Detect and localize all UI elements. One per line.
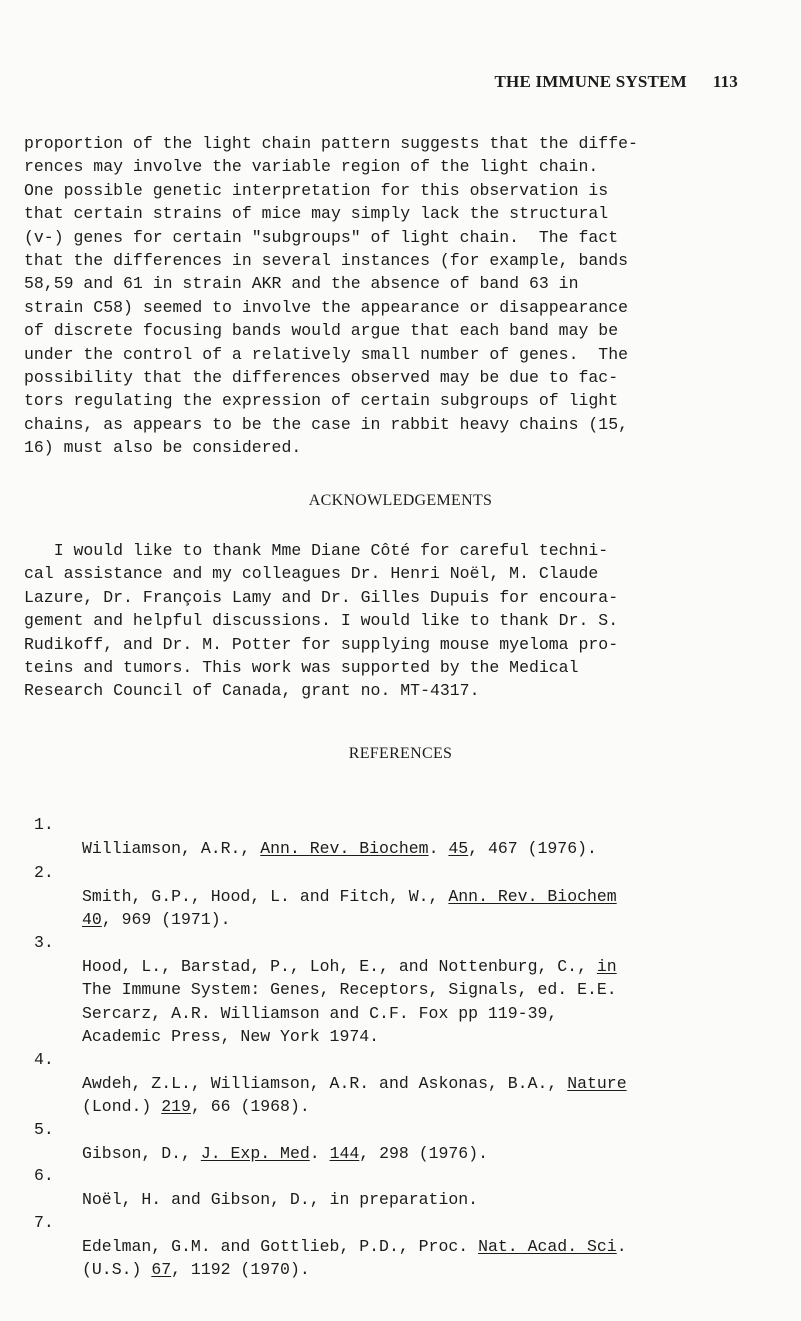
running-head xyxy=(0,72,738,92)
text-line: I would like to thank Mme Diane Côté for careful techni- xyxy=(24,541,609,560)
text-line: Research Council of Canada, grant no. MT-4317. xyxy=(24,681,480,701)
text-line: gement and helpful discussions. I would like to thank Dr. S. xyxy=(24,611,619,631)
volume-number: 219 xyxy=(161,1097,191,1117)
reference-pages: , 298 (1976). xyxy=(359,1143,489,1163)
reference-number: 1. xyxy=(34,815,54,835)
reference-text xyxy=(82,1235,627,1282)
text-line: possibility that the differences observed may be due to fac- xyxy=(24,368,619,388)
text-line: Lazure, Dr. François Lamy and Dr. Gilles Dupuis for encoura- xyxy=(24,587,619,607)
text-line: One possible genetic interpretation for this observation is xyxy=(24,180,609,200)
in-marker: in xyxy=(596,956,617,976)
references-heading: REFERENCES xyxy=(348,745,453,762)
text-line: of discrete focusing bands would argue that each band may be xyxy=(24,321,619,341)
volume-number: 144 xyxy=(329,1143,360,1163)
reference-line: Sercarz, A.R. Williamson and C.F. Fox pp 119-39, xyxy=(82,1003,558,1023)
text-line: (v-) genes for certain "subgroups" of light chain. The fact xyxy=(24,227,619,247)
text-line: proportion of the light chain pattern suggests that the diffe- xyxy=(24,134,638,153)
reference-authors: Awdeh, Z.L., Williamson, A.R. and Askonas, B.A., xyxy=(82,1073,568,1093)
reference-line: (U.S.) xyxy=(82,1260,152,1280)
reference-line: (Lond.) xyxy=(82,1097,162,1117)
reference-item xyxy=(34,908,754,1047)
reference-authors: Edelman, G.M. and Gottlieb, P.D., Proc. xyxy=(82,1236,479,1256)
reference-number: 7. xyxy=(34,1213,54,1233)
running-title: THE IMMUNE SYSTEM xyxy=(494,72,687,91)
reference-authors: Noël, H. and Gibson, D., in preparation. xyxy=(82,1189,479,1209)
journal-name: J. Exp. Med xyxy=(200,1143,310,1163)
journal-name: Nat. Acad. Sci xyxy=(478,1236,617,1256)
text-line: rences may involve the variable region of the light chain. xyxy=(24,157,599,177)
reference-punct: . xyxy=(616,1236,627,1256)
text-line: tors regulating the expression of certain subgroups of light xyxy=(24,391,619,411)
reference-punct: . xyxy=(428,838,449,858)
body-paragraph xyxy=(24,132,744,460)
reference-pages: , 969 (1971). xyxy=(101,910,231,930)
reference-number: 3. xyxy=(34,933,54,953)
text-line: chains, as appears to be the case in rabbit heavy chains (15, xyxy=(24,414,628,434)
reference-authors: Smith, G.P., Hood, L. and Fitch, W., xyxy=(82,886,449,906)
reference-number: 6. xyxy=(34,1166,54,1186)
reference-pages: , 467 (1976). xyxy=(468,838,597,858)
text-line: teins and tumors. This work was supported by the Medical xyxy=(24,658,579,678)
reference-authors: Hood, L., Barstad, P., Loh, E., and Nottenburg, C., xyxy=(82,956,597,976)
reference-number: 4. xyxy=(34,1050,54,1070)
volume-number: 40 xyxy=(82,910,102,930)
reference-authors: Gibson, D., xyxy=(82,1143,201,1163)
text-line: 16) must also be considered. xyxy=(24,438,302,458)
acknowledgements-heading: ACKNOWLEDGEMENTS xyxy=(308,492,493,509)
journal-name: Nature xyxy=(567,1073,627,1093)
text-line: cal assistance and my colleagues Dr. Henri Noël, M. Claude xyxy=(24,564,599,584)
reference-line: Academic Press, New York 1974. xyxy=(82,1027,380,1047)
reference-number: 5. xyxy=(34,1120,54,1140)
volume-number: 45 xyxy=(448,838,469,858)
reference-punct: . xyxy=(309,1143,330,1163)
reference-item xyxy=(34,1025,754,1117)
acknowledgements-paragraph xyxy=(24,539,744,703)
journal-name: Ann. Rev. Biochem xyxy=(260,838,429,858)
reference-line: The Immune System: Genes, Receptors, Signals, ed. E.E. xyxy=(82,980,617,1000)
reference-number: 2. xyxy=(34,863,54,883)
text-line: Rudikoff, and Dr. M. Potter for supplying mouse myeloma pro- xyxy=(24,634,619,654)
text-line: 58,59 and 61 in strain AKR and the absence of band 63 in xyxy=(24,274,579,294)
text-line: that the differences in several instances (for example, bands xyxy=(24,251,628,271)
text-line: strain C58) seemed to involve the appearance or disappearance xyxy=(24,297,628,317)
reference-pages: , 1192 (1970). xyxy=(171,1260,310,1280)
volume-number: 67 xyxy=(151,1260,172,1280)
reference-item xyxy=(34,838,754,930)
text-line: under the control of a relatively small number of genes. The xyxy=(24,344,628,364)
reference-item xyxy=(34,1188,754,1280)
page-number: 113 xyxy=(712,72,738,91)
reference-authors: Williamson, A.R., xyxy=(82,838,261,858)
journal-name: Ann. Rev. Biochem xyxy=(448,886,617,906)
reference-pages: , 66 (1968). xyxy=(190,1097,310,1117)
text-line: that certain strains of mice may simply lack the structural xyxy=(24,204,609,224)
